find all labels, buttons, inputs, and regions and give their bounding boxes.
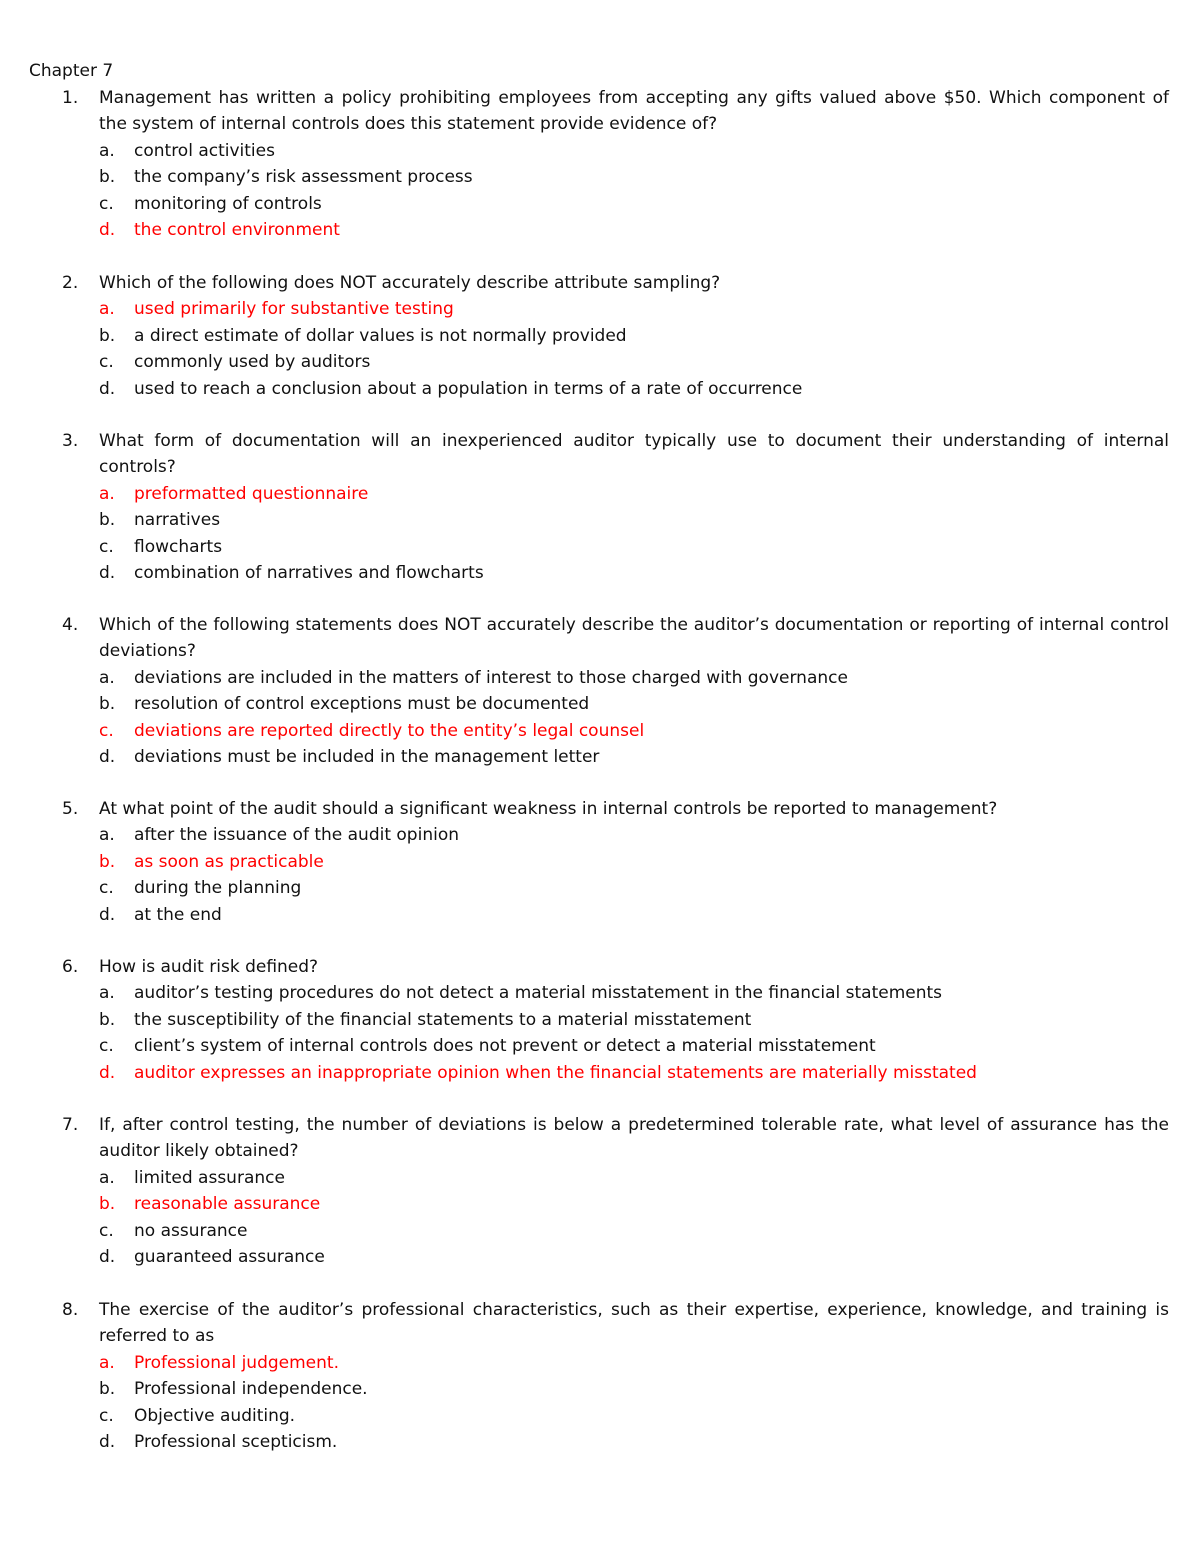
option-letter: c. <box>99 536 114 557</box>
question-number: 5. <box>62 799 79 819</box>
option-letter: c. <box>99 720 114 741</box>
question-stem <box>62 1112 1169 1165</box>
answer-option <box>62 507 1169 533</box>
option-letter: d. <box>99 1432 116 1453</box>
answer-option <box>62 1007 1169 1033</box>
answer-option-correct <box>62 1350 1169 1376</box>
answer-option <box>62 1033 1169 1059</box>
answer-option-correct <box>62 481 1169 507</box>
option-text: Professional judgement. <box>134 1352 339 1373</box>
option-text: auditor’s testing procedures do not detect a material misstatement in the financial statements <box>134 983 943 1004</box>
answer-option <box>62 323 1169 349</box>
question-text: Which of the following statements does NOT accurately describe the auditor’s documentation or reporting of internal control deviations? <box>99 615 1169 662</box>
answer-option <box>62 560 1169 586</box>
option-text: at the end <box>134 904 222 925</box>
question-1 <box>62 85 1169 243</box>
option-text: resolution of control exceptions must be documented <box>134 694 590 715</box>
answer-option <box>62 902 1169 928</box>
option-text: flowcharts <box>134 536 223 557</box>
question-text: Which of the following does NOT accurately describe attribute sampling? <box>99 273 721 293</box>
question-5 <box>62 796 1169 928</box>
option-letter: a. <box>99 140 115 161</box>
question-number: 8. <box>62 1300 79 1320</box>
option-letter: d. <box>99 904 116 925</box>
option-letter: a. <box>99 667 115 688</box>
option-text: no assurance <box>134 1220 248 1241</box>
option-letter: d. <box>99 220 116 241</box>
option-letter: d. <box>99 1062 116 1083</box>
option-text: reasonable assurance <box>134 1194 321 1215</box>
option-letter: b. <box>99 1194 116 1215</box>
question-number: 7. <box>62 1115 79 1135</box>
question-number: 1. <box>62 88 79 108</box>
option-letter: b. <box>99 1009 116 1030</box>
question-text: What form of documentation will an inexperienced auditor typically use to document their understanding of internal controls? <box>99 431 1169 478</box>
question-stem <box>62 428 1169 481</box>
option-letter: c. <box>99 352 114 373</box>
option-text: as soon as practicable <box>134 851 324 872</box>
option-text: the susceptibility of the financial statements to a material misstatement <box>134 1009 752 1030</box>
question-stem <box>62 612 1169 665</box>
option-text: commonly used by auditors <box>134 352 371 373</box>
option-text: the company’s risk assessment process <box>134 167 473 188</box>
answer-option <box>62 1244 1169 1270</box>
option-text: deviations are included in the matters of interest to those charged with governance <box>134 667 848 688</box>
answer-option <box>62 822 1169 848</box>
option-letter: a. <box>99 1352 115 1373</box>
answer-option-correct <box>62 849 1169 875</box>
answer-option <box>62 138 1169 164</box>
option-text: limited assurance <box>134 1167 285 1188</box>
option-text: preformatted questionnaire <box>134 483 369 504</box>
option-letter: d. <box>99 378 116 399</box>
question-text: The exercise of the auditor’s professional characteristics, such as their expertise, experience, knowledge, and training is referred to as <box>99 1300 1169 1347</box>
answer-option <box>62 376 1169 402</box>
option-letter: d. <box>99 563 116 584</box>
answer-options <box>62 138 1169 244</box>
answer-option <box>62 691 1169 717</box>
question-stem <box>62 954 1169 980</box>
question-text: At what point of the audit should a significant weakness in internal controls be reported to management? <box>99 799 998 819</box>
answer-options <box>62 1350 1169 1456</box>
question-2 <box>62 270 1169 402</box>
question-6 <box>62 954 1169 1086</box>
answer-option <box>62 1218 1169 1244</box>
option-text: guaranteed assurance <box>134 1247 325 1268</box>
option-letter: c. <box>99 1036 114 1057</box>
option-text: deviations must be included in the management letter <box>134 747 600 768</box>
answer-options <box>62 1165 1169 1271</box>
option-text: during the planning <box>134 878 302 899</box>
chapter-title: Chapter 7 <box>29 61 114 81</box>
question-stem <box>62 1297 1169 1350</box>
answer-option <box>62 1165 1169 1191</box>
answer-option-correct <box>62 718 1169 744</box>
option-letter: c. <box>99 878 114 899</box>
answer-options <box>62 296 1169 402</box>
answer-option <box>62 1376 1169 1402</box>
question-3 <box>62 428 1169 586</box>
question-stem <box>62 796 1169 822</box>
option-letter: a. <box>99 983 115 1004</box>
option-text: used primarily for substantive testing <box>134 299 454 320</box>
option-letter: b. <box>99 851 116 872</box>
answer-option <box>62 534 1169 560</box>
option-letter: a. <box>99 299 115 320</box>
answer-option <box>62 191 1169 217</box>
option-letter: b. <box>99 1379 116 1400</box>
option-text: after the issuance of the audit opinion <box>134 825 459 846</box>
answer-option <box>62 164 1169 190</box>
answer-option <box>62 875 1169 901</box>
question-stem <box>62 270 1169 296</box>
option-text: the control environment <box>134 220 340 241</box>
option-letter: d. <box>99 747 116 768</box>
option-letter: d. <box>99 1247 116 1268</box>
answer-option <box>62 665 1169 691</box>
option-letter: a. <box>99 483 115 504</box>
option-text: a direct estimate of dollar values is not normally provided <box>134 325 627 346</box>
answer-option <box>62 980 1169 1006</box>
option-text: Professional independence. <box>134 1379 368 1400</box>
option-text: combination of narratives and flowcharts <box>134 563 484 584</box>
answer-option <box>62 1429 1169 1455</box>
question-number: 3. <box>62 431 79 451</box>
answer-options <box>62 822 1169 928</box>
option-letter: b. <box>99 325 116 346</box>
answer-options <box>62 980 1169 1086</box>
option-text: narratives <box>134 510 221 531</box>
option-letter: c. <box>99 1220 114 1241</box>
answer-option-correct <box>62 1191 1169 1217</box>
question-number: 6. <box>62 957 79 977</box>
option-letter: a. <box>99 825 115 846</box>
question-stem <box>62 85 1169 138</box>
option-letter: a. <box>99 1167 115 1188</box>
question-8 <box>62 1297 1169 1455</box>
option-letter: b. <box>99 167 116 188</box>
question-7 <box>62 1112 1169 1270</box>
option-text: auditor expresses an inappropriate opinion when the financial statements are materially misstated <box>134 1062 977 1083</box>
question-number: 4. <box>62 615 79 635</box>
option-text: client’s system of internal controls does not prevent or detect a material misstatement <box>134 1036 876 1057</box>
option-letter: c. <box>99 193 114 214</box>
option-letter: b. <box>99 694 116 715</box>
question-text: Management has written a policy prohibiting employees from accepting any gifts valued above $50. Which component of the system of internal controls does this statement provide evidence of? <box>99 88 1169 135</box>
answer-option <box>62 349 1169 375</box>
answer-options <box>62 665 1169 771</box>
option-text: control activities <box>134 140 275 161</box>
answer-option <box>62 1403 1169 1429</box>
option-text: used to reach a conclusion about a population in terms of a rate of occurrence <box>134 378 803 399</box>
answer-option-correct <box>62 217 1169 243</box>
option-text: Objective auditing. <box>134 1405 296 1426</box>
option-letter: b. <box>99 510 116 531</box>
question-text: How is audit risk defined? <box>99 957 319 977</box>
option-letter: c. <box>99 1405 114 1426</box>
answer-options <box>62 481 1169 587</box>
answer-option <box>62 744 1169 770</box>
answer-option-correct <box>62 1060 1169 1086</box>
option-text: monitoring of controls <box>134 193 322 214</box>
answer-option-correct <box>62 296 1169 322</box>
option-text: Professional scepticism. <box>134 1432 338 1453</box>
option-text: deviations are reported directly to the entity’s legal counsel <box>134 720 645 741</box>
question-4 <box>62 612 1169 770</box>
question-number: 2. <box>62 273 79 293</box>
question-text: If, after control testing, the number of deviations is below a predetermined tolerable rate, what level of assurance has the auditor likely obtained? <box>99 1115 1169 1162</box>
